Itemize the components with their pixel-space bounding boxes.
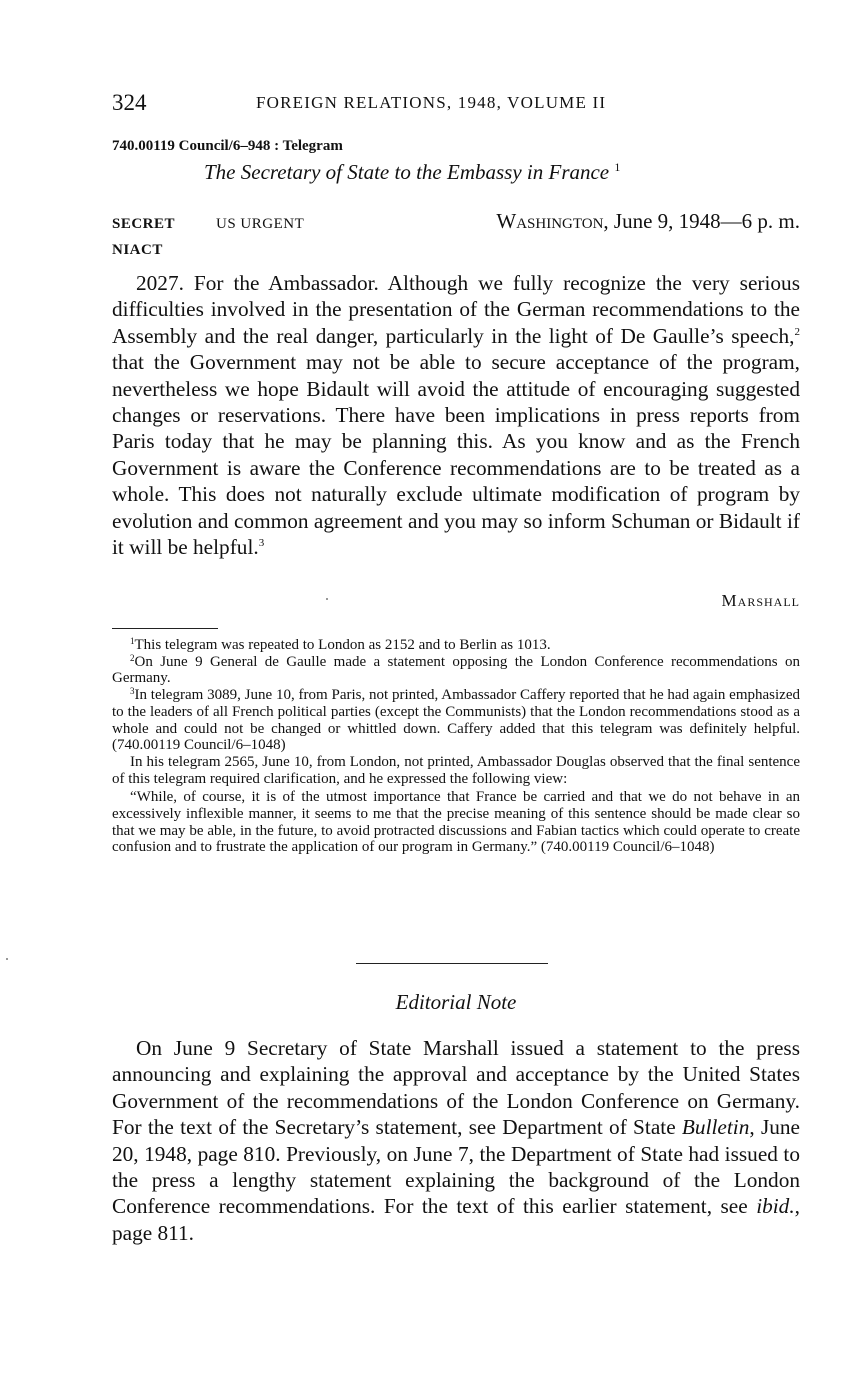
telegram-text-part1: 2027. For the Ambassador. Although we fully recognize the very serious difficulties involved in the presentation of the German recommendations to the Assembly and the real danger, particularly in the light of De Gaulle’s speech,	[112, 271, 800, 348]
scan-speck	[6, 958, 8, 960]
dateline-place: Washington	[496, 209, 604, 233]
editorial-text-part3: , page 811.	[112, 1194, 800, 1245]
page-header	[112, 90, 800, 116]
footnote	[112, 754, 800, 787]
footnote-text: “While, of course, it is of the utmost importance that France be carried and that we do not behave in an excessively inflexible manner, it seems to me that the precise meaning of this sentence should be made clear so that we may be able, in the future, to avoid protracted discussions and Fabian tactics which could operate to create confusion and to frustrate the application of our program in Germany.” (740.00119 Council/6–1048)	[112, 789, 800, 856]
bulletin-title: Bulletin	[681, 1115, 750, 1140]
footnote-mark: 1	[130, 636, 135, 646]
footnote	[112, 654, 800, 687]
urgency-label: US URGENT	[216, 216, 305, 232]
footnote	[112, 687, 800, 754]
dateline	[496, 209, 800, 234]
classification-label: SECRET	[112, 216, 176, 232]
footnote-divider	[112, 628, 218, 629]
telegram-body	[112, 270, 800, 560]
scan-speck	[326, 598, 328, 600]
routing-label: NIACT	[112, 242, 163, 258]
file-reference: 740.00119 Council/6–948 : Telegram	[112, 138, 343, 154]
page-number: 324	[112, 90, 147, 115]
footnote-text: In telegram 3089, June 10, from Paris, not printed, Ambassador Caffery reported that he had again emphasized to the leaders of all French political parties (except the Communists) that the London recommendations stood as a whole and could not be changed or whittled down. Caffery added that this telegram was definitely helpful. (740.00119 Council/6–1048)	[112, 687, 800, 754]
section-divider	[356, 963, 548, 964]
editorial-note-title: Editorial Note	[395, 990, 517, 1014]
footnote-mark: 3	[130, 686, 135, 697]
editorial-note-body	[112, 1035, 800, 1246]
footnote-quote	[112, 789, 800, 856]
ibid-reference: ibid.	[756, 1194, 795, 1219]
running-head: FOREIGN RELATIONS, 1948, VOLUME II	[256, 93, 607, 112]
editorial-text-part1: On June 9 Secretary of State Marshall issued a statement to the press announcing and explaining the approval and acceptance by the United States Government of the recommendations of the London Conference on Germany. For the text of the Secretary’s statement, see Department of State	[112, 1036, 800, 1140]
footnote-ref: 1	[614, 160, 621, 174]
footnote-ref: 2	[794, 325, 800, 338]
editorial-text-part2: , June 20, 1948, page 810. Previously, on June 7, the Department of State had issued to the press a lengthy statement explaining the background of the London Conference recommendations. For the text of this earlier statement, see	[112, 1115, 800, 1219]
telegram-text-part2: that the Government may not be able to secure acceptance of the program, nevertheless we hope Bidault will avoid the attitude of encouraging suggested changes or reservations. There have been implications in press reports from Paris today that he may be planning this. As you know and as the French Government is aware the Conference recommendations are to be treated as a whole. This does not naturally exclude ultimate modification of program by evolution and common agreement and you may so inform Schuman or Bidault if it will be helpful.	[112, 350, 800, 560]
footnote	[112, 637, 800, 654]
dateline-date: , June 9, 1948—6 p. m.	[603, 209, 800, 233]
document-title	[204, 160, 620, 185]
footnote-text: In his telegram 2565, June 10, from London, not printed, Ambassador Douglas observed that the final sentence of this telegram required clarification, and he expressed the following view:	[112, 753, 800, 787]
footnotes	[112, 637, 800, 856]
footnote-ref: 3	[258, 537, 265, 550]
footnote-mark: 2	[130, 652, 135, 663]
signature: Marshall	[721, 591, 800, 610]
footnote-text: On June 9 General de Gaulle made a statement opposing the London Conference recommendations on Germany.	[112, 653, 800, 687]
footnote-text: This telegram was repeated to London as 2152 and to Berlin as 1013.	[134, 637, 551, 653]
document-title-text: The Secretary of State to the Embassy in France	[204, 160, 610, 184]
